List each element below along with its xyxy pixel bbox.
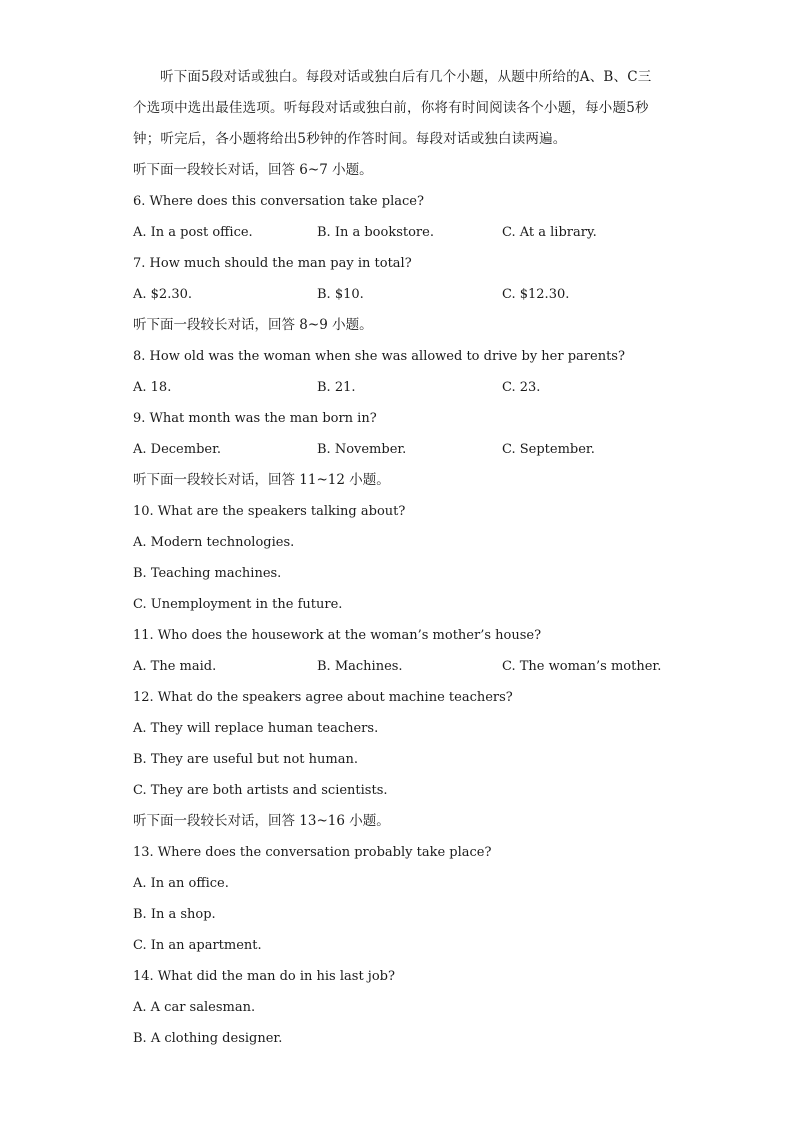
- section-heading-8-9: 听下面一段较长对话，回答 8~9 小题。: [133, 317, 373, 333]
- listening-section: [133, 62, 663, 1054]
- option-a: A. 18.: [133, 380, 172, 395]
- question-13: 13. Where does the conversation probably take place?: [133, 845, 492, 860]
- question-13-option-b: B. In a shop.: [133, 907, 216, 922]
- option-c: C. $12.30.: [502, 287, 570, 302]
- option-a: A. $2.30.: [133, 287, 193, 302]
- question-10-option-b: B. Teaching machines.: [133, 566, 282, 581]
- question-9: 9. What month was the man born in?: [133, 411, 377, 426]
- section-heading-13-16: 听下面一段较长对话，回答 13~16 小题。: [133, 813, 390, 829]
- option-a: A. December.: [133, 442, 222, 457]
- question-10-option-a: A. Modern technologies.: [133, 535, 295, 550]
- question-12-option-c: C. They are both artists and scientists.: [133, 783, 388, 798]
- question-6: 6. Where does this conversation take place?: [133, 194, 424, 209]
- question-7-options: [133, 279, 663, 310]
- option-c: C. September.: [502, 442, 595, 457]
- option-a: A. The maid.: [133, 659, 217, 674]
- option-a: A. In a post office.: [133, 225, 253, 240]
- option-b: B. 21.: [317, 380, 356, 395]
- instructions-paragraph: 听下面5段对话或独白。每段对话或独白后有几个小题，从题中所给的A、B、C三个选项中选出最佳选项。听每段对话或独白前，你将有时间阅读各个小题，每小题5秒钟；听完后，各小题将给出5秒钟的作答时间。每段对话或独白读两遍。: [133, 69, 652, 147]
- question-14-option-b: B. A clothing designer.: [133, 1031, 283, 1046]
- option-b: B. Machines.: [317, 659, 403, 674]
- option-b: B. In a bookstore.: [317, 225, 434, 240]
- question-6-options: [133, 217, 663, 248]
- question-12: 12. What do the speakers agree about machine teachers?: [133, 690, 513, 705]
- question-12-option-a: A. They will replace human teachers.: [133, 721, 379, 736]
- question-8-options: [133, 372, 663, 403]
- question-11: 11. Who does the housework at the woman’s mother’s house?: [133, 628, 542, 643]
- question-11-options: [133, 651, 663, 682]
- question-13-option-a: A. In an office.: [133, 876, 229, 891]
- question-14: 14. What did the man do in his last job?: [133, 969, 395, 984]
- question-14-option-a: A. A car salesman.: [133, 1000, 256, 1015]
- option-c: C. 23.: [502, 380, 541, 395]
- question-10-option-c: C. Unemployment in the future.: [133, 597, 343, 612]
- section-heading-11-12: 听下面一段较长对话，回答 11~12 小题。: [133, 472, 390, 488]
- question-8: 8. How old was the woman when she was allowed to drive by her parents?: [133, 349, 625, 364]
- question-13-option-c: C. In an apartment.: [133, 938, 262, 953]
- section-heading-6-7: 听下面一段较长对话，回答 6~7 小题。: [133, 162, 373, 178]
- question-12-option-b: B. They are useful but not human.: [133, 752, 358, 767]
- option-b: B. $10.: [317, 287, 364, 302]
- question-10: 10. What are the speakers talking about?: [133, 504, 406, 519]
- option-c: C. The woman’s mother.: [502, 659, 662, 674]
- question-9-options: [133, 434, 663, 465]
- option-b: B. November.: [317, 442, 407, 457]
- question-7: 7. How much should the man pay in total?: [133, 256, 412, 271]
- option-c: C. At a library.: [502, 225, 597, 240]
